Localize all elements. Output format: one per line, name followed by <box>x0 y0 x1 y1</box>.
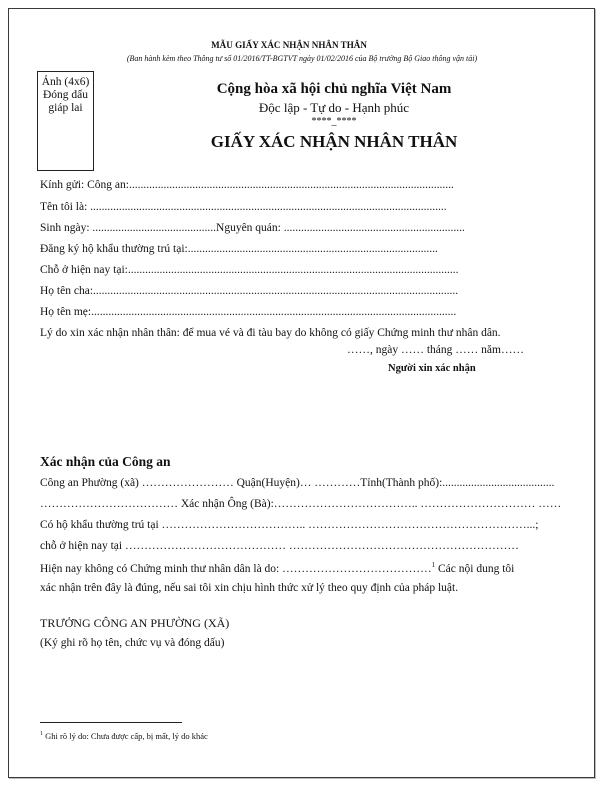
motto: Độc lập - Tự do - Hạnh phúc <box>258 100 410 115</box>
field-recipient: Kính gửi: Công an:................................................................................................................. <box>40 179 454 191</box>
country-name: Cộng hòa xã hội chủ nghĩa Việt Nam <box>216 81 452 97</box>
footnote-rule <box>40 722 182 723</box>
police-line-ward: Công an Phường (xã) …………………… Quận(Huyện)… …………Tỉnh(Thành phố):....................................... <box>40 477 555 489</box>
field-name: Tên tôi là: ............................................................................................................................ <box>40 201 447 213</box>
field-reason: Lý do xin xác nhận nhân thân: để mua vé và đi tàu bay do không có giấy Chứng minh thư nhân dân. <box>40 327 501 339</box>
police-line-reason-tail: Các nội dung tôi <box>435 562 515 575</box>
police-line-confirm: ……………………………… Xác nhận Ông (Bà):……………………………….. ………………………… …… <box>40 498 562 510</box>
photo-box-size: Ảnh (4x6) <box>41 76 90 88</box>
applicant-signature-label: Người xin xác nhận <box>388 363 476 374</box>
signer-note: (Ký ghi rõ họ tên, chức vụ và đóng dấu) <box>40 637 225 649</box>
footnote-mark: 1 <box>40 731 43 737</box>
document-title: GIẤY XÁC NHẬN NHÂN THÂN <box>210 132 458 151</box>
issued-note: (Ban hành kèm theo Thông tư số 01/2016/TT-BGTVT ngày 01/02/2016 của Bộ trưởng Bộ Giao thông vận tải) <box>126 54 478 63</box>
photo-box <box>37 71 94 171</box>
field-birth-origin: Sinh ngày: ...........................................Nguyên quán: ............................................................... <box>40 222 465 234</box>
footnote-text: Ghi rõ lý do: Chưa được cấp, bị mất, lý do khác <box>43 730 208 741</box>
field-father: Họ tên cha:............................................................................................................................... <box>40 285 459 297</box>
police-line-declaration: xác nhận trên đây là đúng, nếu sai tôi xin chịu hình thức xử lý theo quy định của pháp luật. <box>40 582 459 594</box>
stars-divider: ****_**** <box>311 116 357 127</box>
police-line-reason <box>40 562 514 575</box>
footnote-ref: 1 <box>431 561 436 569</box>
police-heading: Xác nhận của Công an <box>40 454 171 469</box>
field-mother: Họ tên mẹ:............................................................................................................................... <box>40 306 457 318</box>
police-line-reason-text: Hiện nay không có Chứng minh thư nhân dân là do: ………………………………… <box>40 562 432 575</box>
footnote <box>40 731 208 740</box>
signer-title: TRƯỞNG CÔNG AN PHƯỜNG (XÃ) <box>40 616 230 630</box>
police-line-residence: chỗ ở hiện nay tại …………………………………… …………………………………………………… <box>40 540 519 552</box>
photo-box-seal: giáp lai <box>48 102 83 114</box>
field-current-address: Chỗ ở hiện nay tại:................................................................................................................... <box>40 264 459 276</box>
police-line-household: Có hộ khẩu thường trú tại ……………………………….. …………………………………………………...; <box>40 519 539 531</box>
form-code: MẪU GIẤY XÁC NHẬN NHÂN THÂN <box>211 41 367 51</box>
date-line: ……, ngày …… tháng …… năm…… <box>347 344 524 356</box>
photo-box-stamp: Đóng dấu <box>42 89 89 101</box>
field-permanent-address: Đăng ký hộ khẩu thường trú tại:....................................................................................... <box>40 243 438 255</box>
